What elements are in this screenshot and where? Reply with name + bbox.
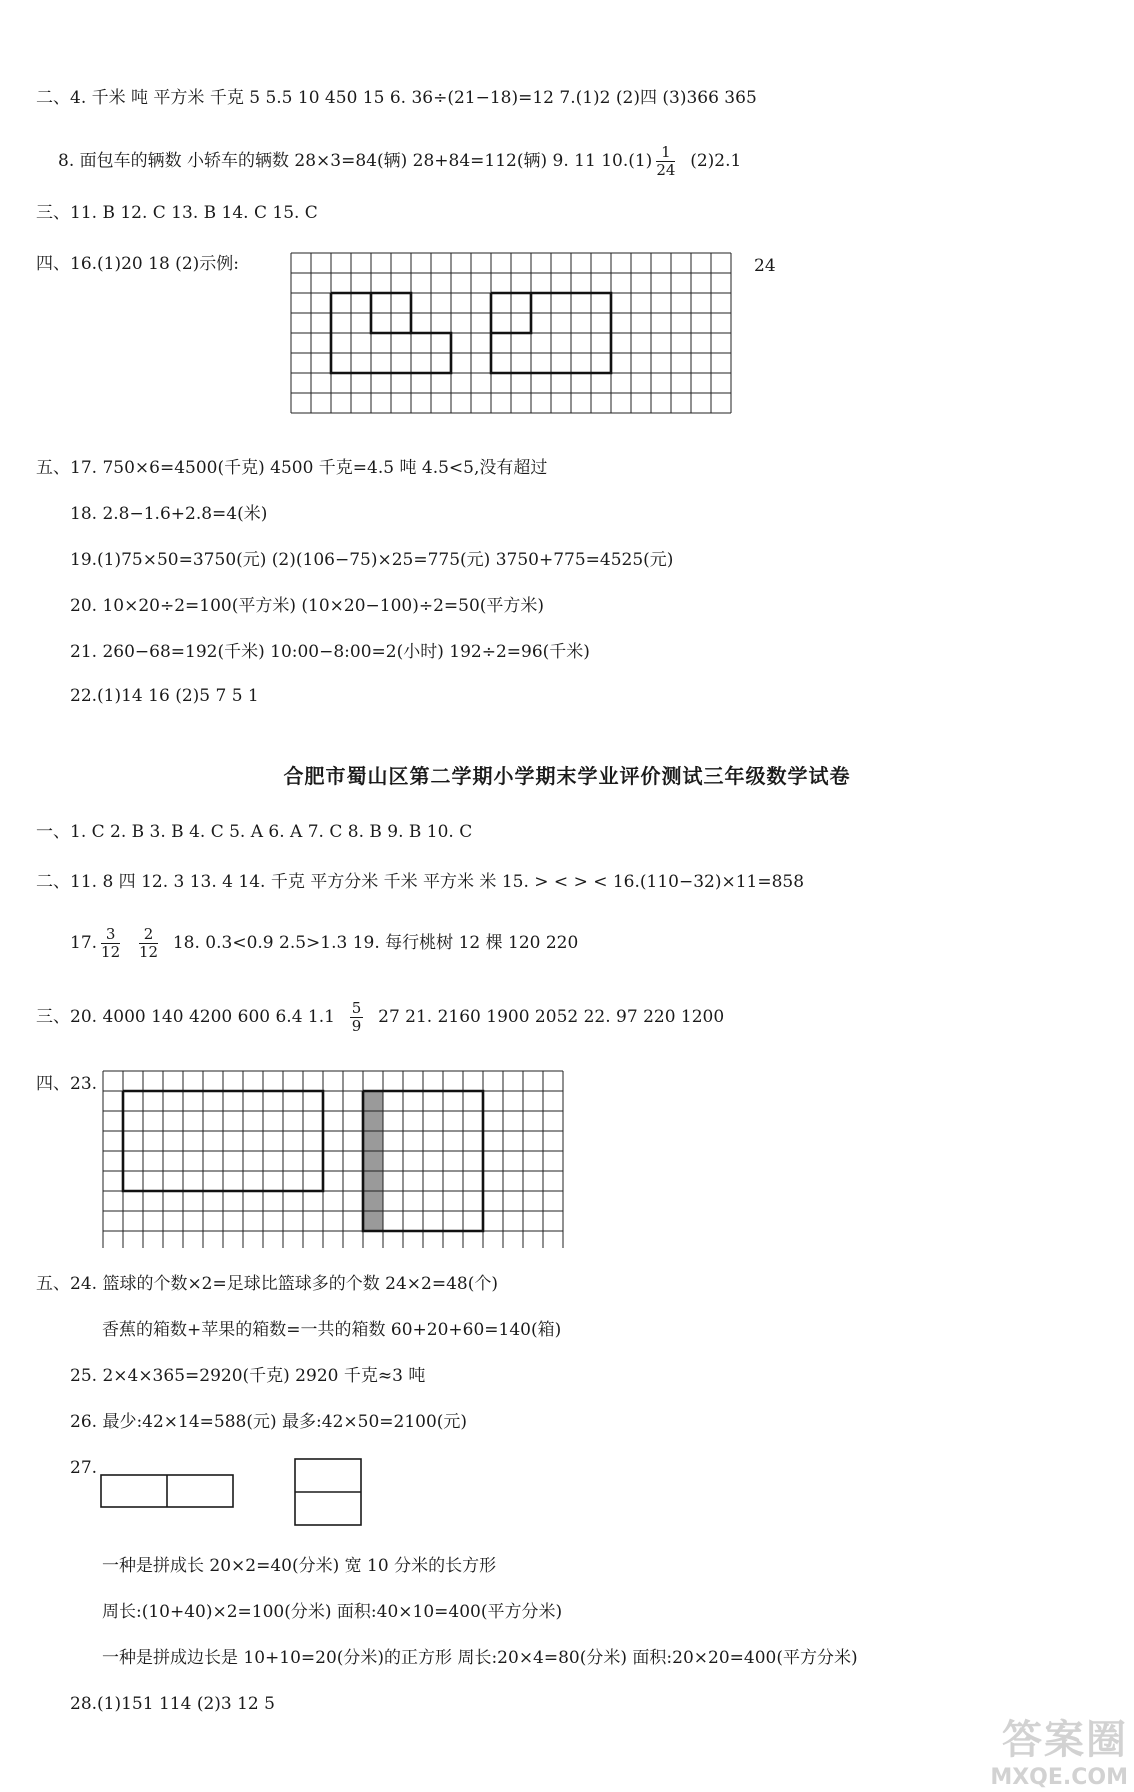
answer-line-27-a: 一种是拼成长 20×2=40(分米) 宽 10 分米的长方形 <box>102 1556 497 1576</box>
fraction-1-24 <box>656 144 675 179</box>
answer-text: 17. <box>70 933 98 953</box>
answer-line-8-10 <box>58 144 741 179</box>
square-two-rectangles <box>294 1458 364 1528</box>
answer-line-17-19 <box>70 926 578 961</box>
answer-text: 18. 0.3<0.9 2.5>1.3 19. 每行桃树 12 棵 120 220 <box>172 933 579 953</box>
answer-side-number: 24 <box>754 256 776 276</box>
answer-line-25: 25. 2×4×365=2920(千克) 2920 千克≈3 吨 <box>70 1366 426 1386</box>
answer-text: 8. 面包车的辆数 小轿车的辆数 28×3=84(辆) 28+84=112(辆) 9. 11 10.(1) <box>58 151 653 171</box>
fraction-numerator: 3 <box>101 926 120 944</box>
answer-text: 27 21. 2160 1900 2052 22. 97 220 1200 <box>378 1007 725 1027</box>
fraction-numerator: 2 <box>139 926 158 944</box>
answer-line-24-b: 香蕉的箱数+苹果的箱数=一共的箱数 60+20+60=140(箱) <box>102 1320 562 1340</box>
section-title: 合肥市蜀山区第二学期小学期末学业评价测试三年级数学试卷 <box>283 764 851 788</box>
answer-line-2-16: 二、11. 8 四 12. 3 13. 4 14. 千克 平方分米 千米 平方米 米 15. > < > < 16.(110−32)×11=858 <box>36 872 805 892</box>
fraction-denominator: 12 <box>101 943 121 961</box>
answer-line-27: 27. <box>70 1458 98 1478</box>
answer-line-22: 22.(1)14 16 (2)5 7 5 1 <box>70 686 259 706</box>
fraction-numerator: 1 <box>656 144 675 162</box>
shaded-cell <box>363 1171 383 1191</box>
shaded-cell <box>363 1131 383 1151</box>
fraction-2-12 <box>139 926 158 961</box>
answer-line-1-10: 一、1. C 2. B 3. B 4. C 5. A 6. A 7. C 8. B 9. B 10. C <box>36 822 473 842</box>
answer-line-20: 20. 10×20÷2=100(平方米) (10×20−100)÷2=50(平方米) <box>70 596 545 616</box>
rectangle-two-squares <box>100 1474 236 1510</box>
answer-line-28: 28.(1)151 114 (2)3 12 5 <box>70 1694 275 1714</box>
shaded-cell <box>363 1151 383 1171</box>
answer-line-3-11: 三、11. B 12. C 13. B 14. C 15. C <box>36 203 318 223</box>
answer-line-19: 19.(1)75×50=3750(元) (2)(106−75)×25=775(元) 3750+775=4525(元) <box>70 550 674 570</box>
answer-line-26: 26. 最少:42×14=588(元) 最多:42×50=2100(元) <box>70 1412 468 1432</box>
answer-line-5-24: 五、24. 篮球的个数×2=足球比篮球多的个数 24×2=48(个) <box>36 1274 498 1294</box>
answer-line-5-17: 五、17. 750×6=4500(千克) 4500 千克=4.5 吨 4.5<5,没有超过 <box>36 458 548 478</box>
fraction-numerator: 5 <box>351 999 362 1017</box>
watermark-text: 答案圈 <box>1002 1717 1128 1763</box>
shaded-cell <box>363 1191 383 1211</box>
grid-figure-16 <box>290 252 732 434</box>
shaded-cell <box>363 1091 383 1111</box>
watermark-url: MXQE.COM <box>990 1765 1128 1790</box>
fraction-denominator: 9 <box>351 1017 362 1035</box>
fraction-3-12 <box>101 926 120 961</box>
answer-line-3-20 <box>36 1000 724 1035</box>
grid-figure-23 <box>102 1070 570 1248</box>
answer-line-2-4: 二、4. 千米 吨 平方米 千克 5 5.5 10 450 15 6. 36÷(21−18)=12 7.(1)2 (2)四 (3)366 365 <box>36 88 757 108</box>
answer-line-21: 21. 260−68=192(千米) 10:00−8:00=2(小时) 192÷2=96(千米) <box>70 642 590 662</box>
shaded-cell <box>363 1211 383 1231</box>
watermark-logo <box>990 1708 1128 1790</box>
answer-line-4-16: 四、16.(1)20 18 (2)示例: <box>36 254 239 274</box>
answer-line-4-23: 四、23. <box>36 1074 98 1094</box>
answer-line-27-b: 周长:(10+40)×2=100(分米) 面积:40×10=400(平方分米) <box>102 1602 563 1622</box>
fraction-5-9 <box>350 1000 364 1035</box>
fraction-denominator: 24 <box>656 161 676 179</box>
fraction-denominator: 12 <box>138 943 159 961</box>
shaded-cell <box>363 1111 383 1131</box>
answer-text: 三、20. 4000 140 4200 600 6.4 1.1 <box>36 1007 335 1027</box>
answer-text: (2)2.1 <box>690 151 742 171</box>
answer-line-27-c: 一种是拼成边长是 10+10=20(分米)的正方形 周长:20×4=80(分米) 面积:20×20=400(平方分米) <box>102 1648 858 1668</box>
answer-line-18: 18. 2.8−1.6+2.8=4(米) <box>70 504 268 524</box>
